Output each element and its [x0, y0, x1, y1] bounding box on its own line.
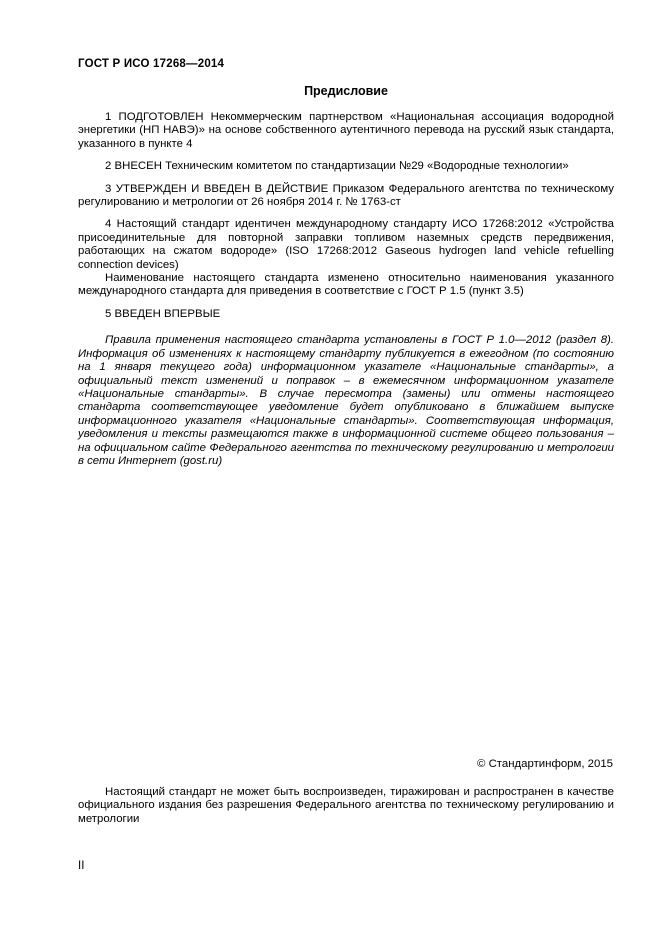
- reproduction-restriction: Настоящий стандарт не может быть воспроизведен, тиражирован и распространен в качестве официального издания без разрешения Федерального агентства по техническому регулированию и метрологии: [78, 786, 614, 825]
- page-number: II: [78, 860, 85, 872]
- document-designation: ГОСТ Р ИСО 17268—2014: [78, 58, 225, 70]
- paragraph-3-approved: 3 УТВЕРЖДЕН И ВВЕДЕН В ДЕЙСТВИЕ Приказом Федерального агентства по техническому регулированию и метрологии от 26 ноября 2014 г. № 1763-ст: [78, 182, 614, 209]
- paragraph-2-submitted: 2 ВНЕСЕН Техническим комитетом по стандартизации №29 «Водородные технологии»: [105, 160, 569, 173]
- paragraph-4-name-note: Наименование настоящего стандарта изменено относительно наименования указанного международного стандарта для приведения в соответствие с ГОСТ Р 1.5 (пункт 3.5): [78, 272, 614, 298]
- paragraph-5-first-introduced: 5 ВВЕДЕН ВПЕРВЫЕ: [105, 307, 221, 320]
- paragraph-4-identical: 4 Настоящий стандарт идентичен международному стандарту ИСО 17268:2012 «Устройства присоединительные для повторной заправки топливом наземных средств передвижения, работающих на сжатом водороде» (ISO 17268:2012 Gaseous hydrogen land vehicle refuelling connection devices): [78, 218, 614, 271]
- paragraph-1-prepared: 1 ПОДГОТОВЛЕН Некоммерческим партнерством «Национальная ассоциация водородной энергетики (НП НАВЭ)» на основе собственного аутентичного перевода на русский язык стандарта, указанного в пункте 4: [78, 111, 614, 150]
- page-title: Предисловие: [304, 84, 388, 98]
- application-rules-note: Правила применения настоящего стандарта установлены в ГОСТ Р 1.0—2012 (раздел 8). Информация об изменениях к настоящему стандарту публикуется в ежегодном (по состоянию на 1 января текущего года) информационном указателе «Национальные стандарты», а официальный текст изменений и поправок – в ежемесячном информационном указателе «Национальные стандарты». В случае пересмотра (замены) или отмены настоящего стандарта соответствующее уведомление будет опубликовано в ближайшем выпуске информационного указателя «Национальные стандарты». Соответствующая информация, уведомления и тексты размещаются также в информационной системе общего пользования – на официальном сайте Федерального агентства по техническому регулированию и метрологии в сети Интернет (gost.ru): [78, 334, 614, 467]
- document-content: [78, 58, 614, 477]
- copyright-notice: © Стандартинформ, 2015: [477, 758, 613, 770]
